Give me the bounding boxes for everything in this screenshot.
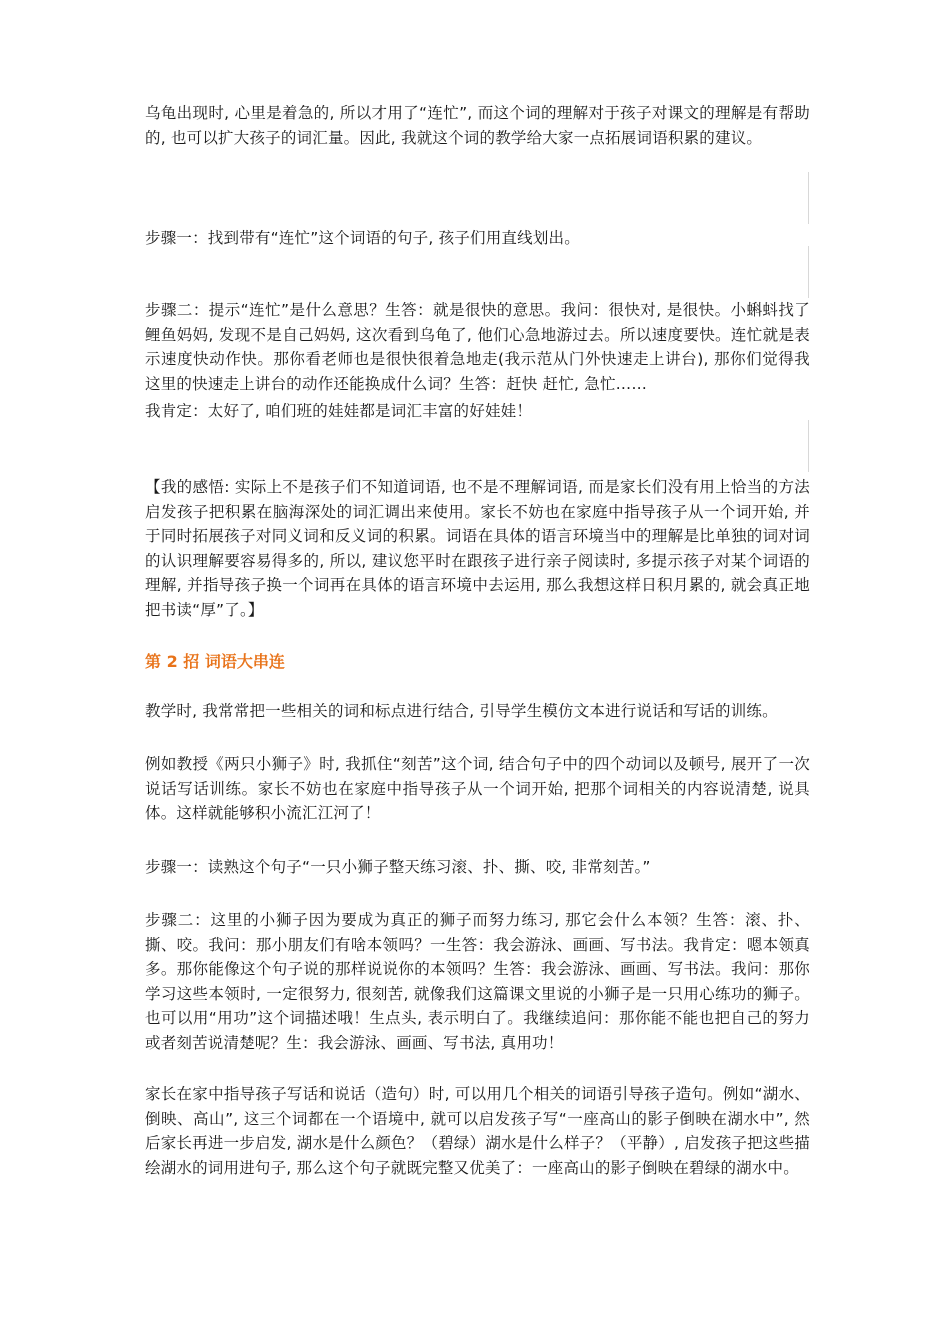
paragraph-example: 例如教授《两只小狮子》时, 我抓住“刻苦”这个词, 结合句子中的四个动词以及顿号, 展开了一次说话写话训练。家长不妨也在家庭中指导孩子从一个词开始, 把那个词相关的内容说清楚, 说具体。这样就能够积小流汇江河了！ (145, 755, 810, 822)
paragraph-reflection: 【我的感悟: 实际上不是孩子们不知道词语, 也不是不理解词语, 而是家长们没有用上恰当的方法启发孩子把积累在脑海深处的词汇调出来使用。家长不妨也在家庭中指导孩子从一个词开始, 并于同时拓展孩子对同义词和反义词的积累。词语在具体的语言环境当中的理解是比单独的词对词的认识理解要容易得多的, 所以, 建议您平时在跟孩子进行亲子阅读时, 多提示孩子对某个词语的理解, 并指导孩子换一个词再在具体的语言环境中去运用, 那么我想这样日积月累的, 就会真正地把书读“厚”了。】 (145, 478, 810, 619)
section-heading: 第 2 招 词语大串连 (145, 652, 285, 671)
paragraph-step-one-b: 步骤一：读熟这个句子“一只小狮子整天练习滚、扑、撕、咬, 非常刻苦。” (145, 858, 651, 876)
paragraph-step-two-b: 步骤二：这里的小狮子因为要成为真正的狮子而努力练习, 那它会什么本领？生答：滚、扑、撕、咬。我问：那小朋友们有啥本领吗？一生答：我会游泳、画画、写书法。我肯定：嗯本领真多。那你能像这个句子说的那样说说你的本领吗？生答：我会游泳、画画、写书法。我问：那你学习这些本领时, 一定很努力, 很刻苦, 就像我们这篇课文里说的小狮子是一只用心练功的狮子。也可以用“用功”这个词描述哦！生点头, 表示明白了。我继续追问：那你能不能也把自己的努力或者刻苦说清楚呢？生：我会游泳、画画、写书法, 真用功！ (145, 911, 810, 1052)
paragraph-step-two: 步骤二：提示“连忙”是什么意思？生答：就是很快的意思。我问：很快对, 是很快。小蝌蚪找了鲤鱼妈妈, 发现不是自己妈妈, 这次看到乌龟了, 他们心急地游过去。所以速度要快。连忙就是表示速度快动作快。那你看老师也是很快很着急地走(我示范从门外快速走上讲台), 那你们觉得我这里的快速走上讲台的动作还能换成什么词？生答：赶快 赶忙, 急忙…… (145, 301, 810, 393)
paragraph-intro: 乌龟出现时, 心里是着急的, 所以才用了“连忙”, 而这个词的理解对于孩子对课文的理解是有帮助的, 也可以扩大孩子的词汇量。因此, 我就这个词的教学给大家一点拓展词语积累的建议。 (145, 104, 810, 147)
divider-line (808, 172, 809, 224)
divider-line (808, 420, 809, 472)
divider-line (808, 246, 809, 298)
paragraph-teaching: 教学时, 我常常把一些相关的词和标点进行结合, 引导学生模仿文本进行说话和写话的训练。 (145, 702, 778, 720)
paragraph-affirmation: 我肯定：太好了, 咱们班的娃娃都是词汇丰富的好娃娃！ (145, 402, 533, 420)
paragraph-parent-guide: 家长在家中指导孩子写话和说话（造句）时, 可以用几个相关的词语引导孩子造句。例如“湖水、倒映、高山”, 这三个词都在一个语境中, 就可以启发孩子写“一座高山的影子倒映在湖水中”, 然后家长再进一步启发, 湖水是什么颜色？（碧绿）湖水是什么样子？（平静）, 启发孩子把这些描绘湖水的词用进句子, 那么这个句子就既完整又优美了：一座高山的影子倒映在碧绿的湖水中。 (145, 1085, 810, 1177)
paragraph-step-one: 步骤一：找到带有“连忙”这个词语的句子, 孩子们用直线划出。 (145, 229, 580, 247)
